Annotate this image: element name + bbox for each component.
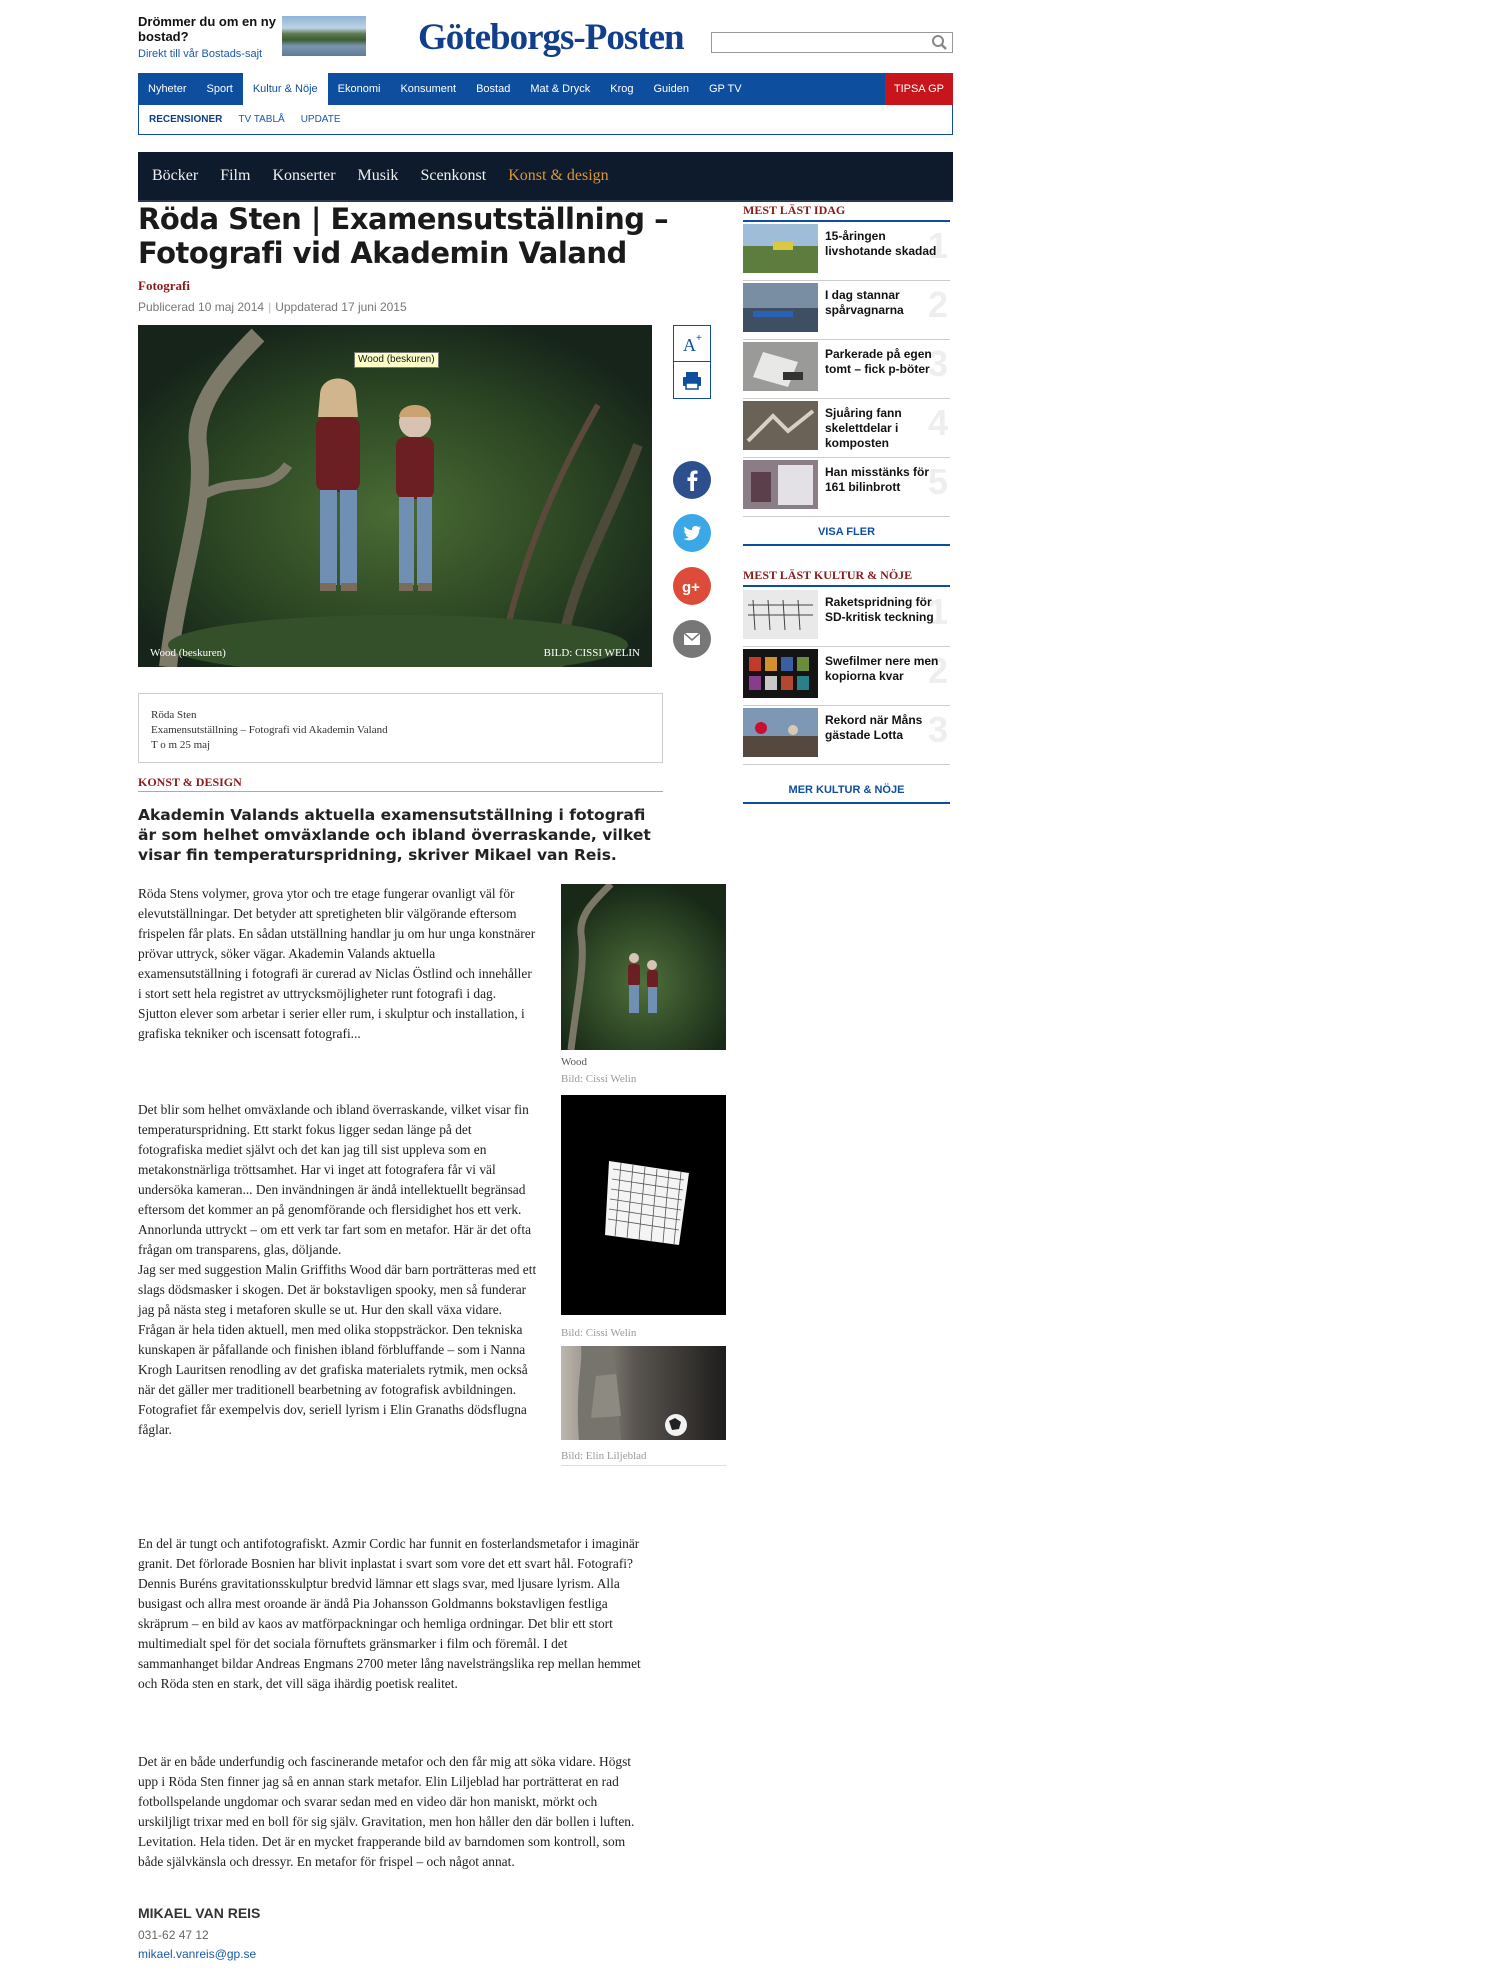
headline[interactable]: Sjuåring fann skelettdelar i komposten <box>825 406 902 450</box>
culture-item[interactable] <box>743 588 950 647</box>
facebook-share-button[interactable] <box>673 461 711 499</box>
inline-image-credit: Bild: Cissi Welin <box>561 1073 637 1085</box>
category-bocker[interactable]: Böcker <box>152 167 199 184</box>
info-venue: Röda Sten <box>151 709 197 721</box>
promo-link[interactable]: Direkt till vår Bostads-sajt <box>138 48 263 60</box>
mail-icon <box>673 620 711 658</box>
author-phone: 031-62 47 12 <box>138 1928 209 1942</box>
category-konserter[interactable]: Konserter <box>272 167 336 184</box>
culture-item[interactable] <box>743 647 950 706</box>
rank-number: 3 <box>927 343 948 384</box>
thumb-image <box>743 283 818 332</box>
inline-image-2[interactable] <box>561 1095 726 1342</box>
inline-image-caption: Wood <box>561 1056 588 1068</box>
promo-title[interactable]: Drömmer du om en ny bostad? <box>138 14 276 44</box>
google-plus-icon <box>673 567 711 605</box>
exhibition-info-box <box>138 693 663 763</box>
published-date: Publicerad 10 maj 2014 <box>138 300 265 314</box>
thumb-image <box>743 224 818 273</box>
search-icon[interactable] <box>931 34 948 51</box>
paragraph: Det är en både underfundig och fascinerande metafor och den får mig att söka vidare. Högst upp i Röda Sten finner jag så en annan stark metafor. Elin Liljeblad har porträtterat en rad fotbollspelande ungdomar och svarar sedan med en video där hon maniskt, mörkt och urskiljligt trixar med en boll för sig själv. Gravitation, men hon håller den där bollen i luften. Levitation. Hela tiden. Det är en mycket frapperande bild av barndomen som kontroll, som både självkänsla och dressyr. En metafor för frispel – och något annat. <box>138 1754 635 1869</box>
nav-item-konsument[interactable]: Konsument <box>400 83 457 95</box>
body-paragraph-6 <box>138 1752 643 1872</box>
headline[interactable]: 15-åringen livshotande skadad <box>825 229 937 258</box>
rank-number: 5 <box>927 461 948 502</box>
site-logo[interactable]: Göteborgs-Posten <box>418 17 684 58</box>
headline[interactable]: I dag stannar spårvagnarna <box>825 288 904 317</box>
most-read-item[interactable] <box>743 222 950 281</box>
article-title: Röda Sten | Examensutställning – Fotografi vid Akademin Valand <box>138 202 669 270</box>
most-read-item[interactable] <box>743 340 950 399</box>
inline-image-credit: Bild: Cissi Welin <box>561 1327 637 1339</box>
subnav-recensioner[interactable]: RECENSIONER <box>149 113 223 125</box>
promo-image[interactable] <box>282 16 366 56</box>
culture-item[interactable] <box>743 706 950 765</box>
twitter-share-button[interactable] <box>673 514 711 552</box>
rank-number: 2 <box>927 284 948 325</box>
headline[interactable]: Raketspridning för SD-kritisk teckning <box>825 595 934 624</box>
tipsa-gp-button[interactable]: TIPSA GP <box>885 73 953 105</box>
category-musik[interactable]: Musik <box>357 167 399 184</box>
font-size-button[interactable] <box>673 325 711 363</box>
paragraph: Röda Stens volymer, grova ytor och tre etage fungerar ovanligt väl för elevutställningar. Det betyder att spretigheten blir välgörande eftersom frispelen får plats. En sådan utställning handlar ju om hur unga konstnärer prövar uttryck, söker vägar. Akademin Valands aktuella examensutställning i fotografi är curerad av Niclas Östlind och innehåller i stort sett hela registret av uttrycksmöjligheter runt fotografi i dag. Sjutton elever som arbetar i serier eller rum, i skulptur och installation, i grafiska tekniker och iscensatt fotografi... <box>138 886 536 1041</box>
inline-image-credit: Bild: Elin Liljeblad <box>561 1450 647 1462</box>
svg-text:g+: g+ <box>682 579 700 596</box>
nav-item-ekonomi[interactable]: Ekonomi <box>337 83 381 95</box>
info-dates: T o m 25 maj <box>151 739 211 751</box>
hero-credit: BILD: CISSI WELIN <box>543 647 640 659</box>
author-name[interactable]: MIKAEL VAN REIS <box>138 1905 261 1921</box>
search-box[interactable] <box>711 32 953 53</box>
facebook-icon <box>673 461 711 499</box>
image-tooltip: Wood (beskuren) <box>354 352 439 368</box>
font-size-icon <box>674 326 710 362</box>
author-email[interactable]: mikael.vanreis@gp.se <box>138 1947 257 1961</box>
headline[interactable]: Rekord när Måns gästade Lotta <box>825 713 923 742</box>
most-read-item[interactable] <box>743 399 950 458</box>
sub-nav <box>138 105 953 135</box>
rank-number: 1 <box>927 591 948 632</box>
show-more-button[interactable]: VISA FLER <box>743 518 950 546</box>
thumb-image <box>743 342 818 391</box>
category-konst-design[interactable]: Konst & design <box>508 167 609 184</box>
article-lead: Akademin Valands aktuella examensutställning i fotografi är som helhet omväxlande och ibland överraskande, vilket visar fin temperaturspridning, skriver Mikael van Reis. <box>138 806 651 864</box>
svg-text:+: + <box>696 333 702 344</box>
paragraph: Frågan är hela tiden aktuell, men med olika stoppsträckor. Den tekniska kunskapen är påfallande och finishen ibland förbluffande – som i Nanna Krogh Lauritsen renodling av det grafiska materialets rytmik, men också när det gäller mer traditionell bearbetning av fotografisk avbildningen. Fotografiet får exempelvis dov, seriell lyrism i Elin Granaths dödsflugna fåglar. <box>138 1322 528 1437</box>
google-plus-share-button[interactable] <box>673 567 711 605</box>
nav-item-krog[interactable]: Krog <box>610 83 634 95</box>
article-kicker[interactable]: Fotografi <box>138 278 190 293</box>
inline-photo-wood <box>561 884 726 1050</box>
mail-share-button[interactable] <box>673 620 711 658</box>
inline-image-3[interactable] <box>561 1346 726 1466</box>
category-bar <box>138 152 953 202</box>
thumb-image <box>743 649 818 698</box>
inline-photo-grid-sheet <box>561 1095 726 1315</box>
nav-item-gp-tv[interactable]: GP TV <box>708 83 742 95</box>
most-read-culture-heading: MEST LÄST KULTUR & NÖJE <box>743 567 950 587</box>
nav-item-bostad[interactable]: Bostad <box>476 83 511 95</box>
nav-item-guiden[interactable]: Guiden <box>653 83 689 95</box>
info-exhibition: Examensutställning – Fotografi vid Akademin Valand <box>151 724 388 736</box>
main-nav <box>138 73 953 105</box>
section-label[interactable]: KONST & DESIGN <box>138 773 663 792</box>
thumb-image <box>743 708 818 757</box>
inline-photo-football <box>561 1346 726 1440</box>
svg-text:A: A <box>683 335 696 355</box>
nav-item-nyheter[interactable]: Nyheter <box>148 83 187 95</box>
subnav-tv-tabla[interactable]: TV TABLÅ <box>238 113 285 125</box>
rank-number: 2 <box>927 650 948 691</box>
subnav-update[interactable]: UPDATE <box>300 113 341 125</box>
inline-image-1[interactable] <box>561 884 726 1088</box>
thumb-image <box>743 460 818 509</box>
rank-number: 4 <box>927 402 948 443</box>
twitter-icon <box>673 514 711 552</box>
print-button[interactable] <box>673 361 711 399</box>
most-read-item[interactable] <box>743 281 950 340</box>
article-dates: Publicerad 10 maj 2014 | Uppdaterad 17 juni 2015 <box>138 300 407 314</box>
body-paragraph-1 <box>138 884 538 1044</box>
headline[interactable]: Swefilmer nere men kopiorna kvar <box>825 654 939 683</box>
hero-photo-forest-children <box>138 325 652 667</box>
headline[interactable]: Han misstänks för 161 bilinbrott <box>825 465 930 494</box>
hero-caption: Wood (beskuren) <box>150 647 226 659</box>
paragraph: Det blir som helhet omväxlande och ibland överraskande, vilket visar fin temperaturspridning. Ett starkt fokus ligger sedan länge på det fotografiska mediet självt och det kan jag till sist uppleva som en metakonstnärliga tröttsamhet. Har vi inget att fotografera får vi väl undersöka kameran... Den invändningen är ändå intellektuellt begränsad eftersom det kommer an på genomförande och flersidighet hos ett verk. Annorlunda uttryckt – om ett verk tar fart som en metafor. Här är det ofta frågan om transparens, glas, döljande. <box>138 1102 532 1257</box>
thumb-image <box>743 590 818 639</box>
most-read-item[interactable] <box>743 458 950 517</box>
rank-number: 1 <box>927 225 948 266</box>
hero-image[interactable] <box>138 325 652 667</box>
more-culture-button[interactable]: MER KULTUR & NÖJE <box>743 776 950 804</box>
category-scenkonst[interactable]: Scenkonst <box>420 167 487 184</box>
rank-number: 3 <box>927 709 948 750</box>
most-read-today-heading: MEST LÄST IDAG <box>743 202 950 222</box>
nav-item-kultur-noje[interactable]: Kultur & Nöje <box>243 73 328 105</box>
category-film[interactable]: Film <box>220 167 251 184</box>
search-input[interactable] <box>712 35 922 54</box>
updated-date: Uppdaterad 17 juni 2015 <box>275 300 407 314</box>
paragraph: Jag ser med suggestion Malin Griffiths Wood där barn porträtteras med ett slags dödsmasker i skogen. Det är bokstavligen spooky, men så funderar jag på nästa steg i metaforen skulle se ut. Hur den skall växa vidare. <box>138 1262 537 1317</box>
print-icon <box>674 362 710 398</box>
headline[interactable]: Parkerade på egen tomt – fick p-böter <box>825 347 932 376</box>
body-paragraph-2 <box>138 1100 538 1440</box>
nav-item-sport[interactable]: Sport <box>206 83 233 95</box>
nav-item-mat-dryck[interactable]: Mat & Dryck <box>530 83 591 95</box>
thumb-image <box>743 401 818 450</box>
body-paragraph-5 <box>138 1534 643 1694</box>
bostad-promo[interactable] <box>138 14 368 64</box>
paragraph: En del är tungt och antifotografiskt. Azmir Cordic har funnit en fosterlandsmetafor i imaginär granit. Det förlorade Bosnien har blivit inplastat i svart som vore det ett svart hål. Fotografi? Dennis Buréns gravitationsskulptur bredvid lämnar ett slags svar, med ljusare lyrism. Alla busigast och allra mest oroande är ändå Pia Johansson Goldmanns bokstavligen festliga skräprum – en bild av kaos av matförpackningar och hemliga ordningar. Det blir ett stort multimedialt spel för det sociala förnuftets gränsmarker i film och föremål. I det sammanhanget bildar Andreas Engmans 2700 meter lång navelsträngslika rep mellan hemmet och Röda sten en stark, det vill säga ihärdig poetisk realitet. <box>138 1536 641 1691</box>
